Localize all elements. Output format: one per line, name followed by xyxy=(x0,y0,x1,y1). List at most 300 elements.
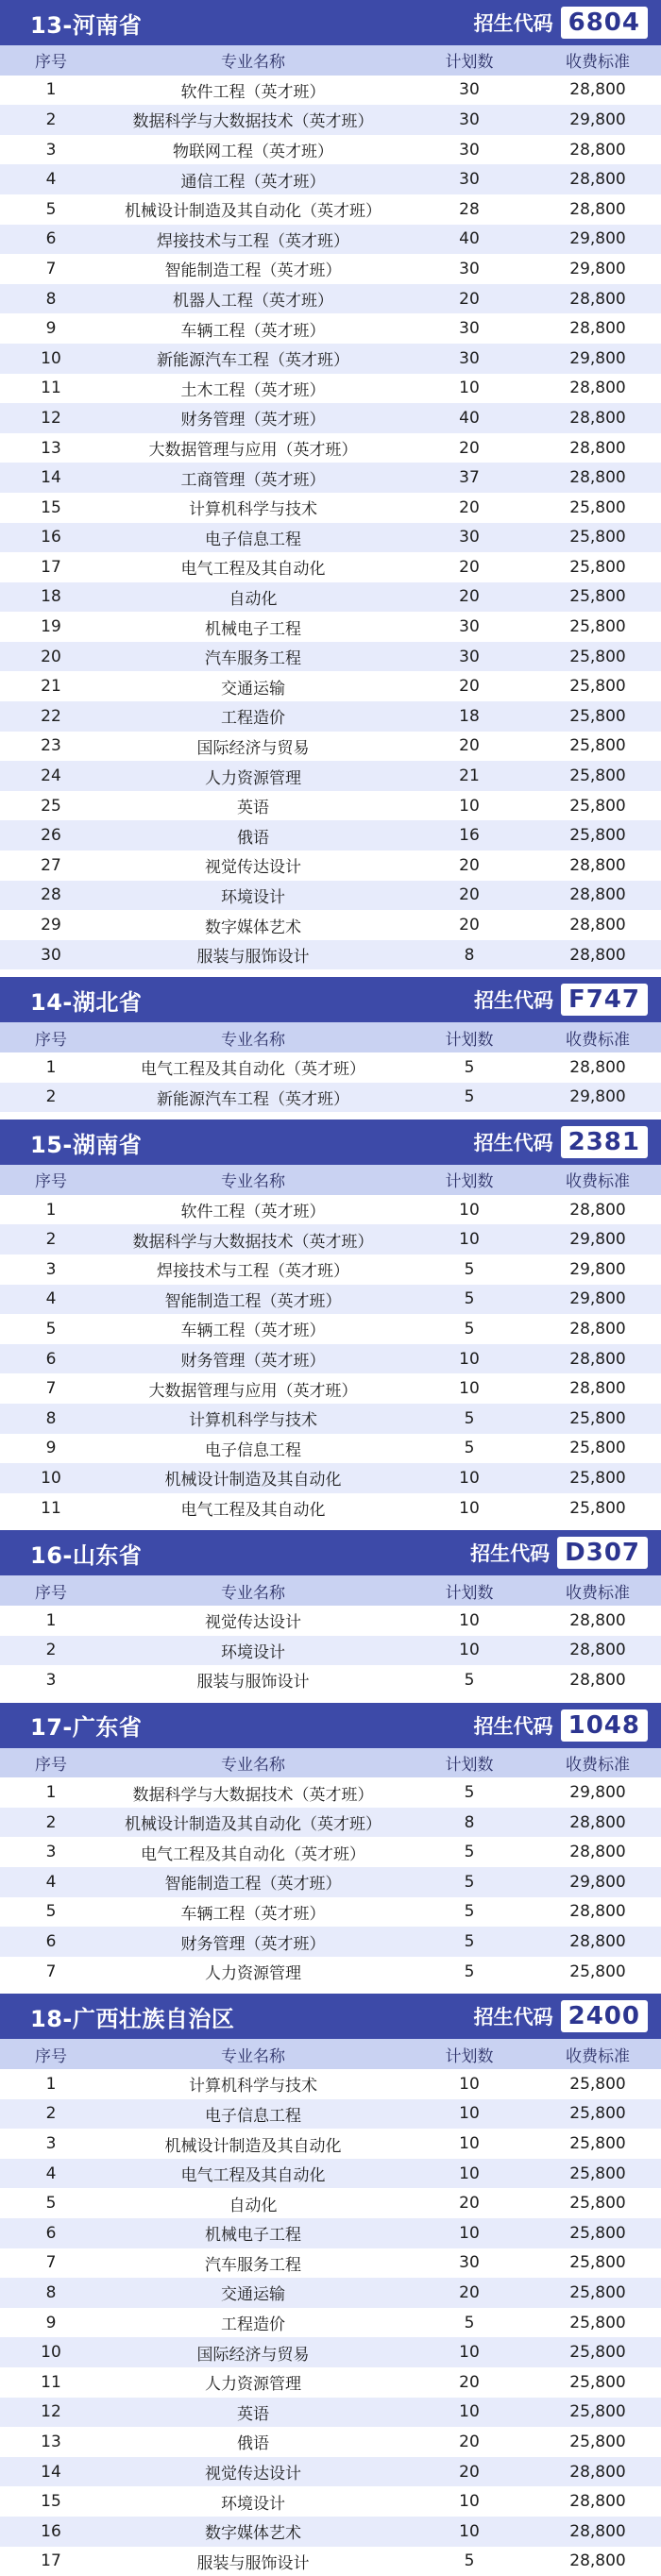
cell-fee: 25,800 xyxy=(569,528,626,547)
cell-major: 自动化 xyxy=(229,2196,278,2215)
cell-major: 通信工程（英才班） xyxy=(180,172,326,192)
cell-no: 25 xyxy=(41,796,61,816)
cell-plan: 20 xyxy=(459,736,480,756)
cell-no: 17 xyxy=(41,557,61,577)
section-header xyxy=(0,1994,661,2039)
cell-fee: 28,800 xyxy=(569,855,626,875)
cell-plan: 28 xyxy=(459,199,480,219)
cell-major: 财务管理（英才班） xyxy=(180,1934,326,1954)
cell-plan: 10 xyxy=(459,1230,480,1250)
cell-plan: 40 xyxy=(459,229,480,249)
column-header-no: 序号 xyxy=(35,2046,67,2066)
cell-major: 计算机科学与技术 xyxy=(189,1411,317,1431)
table-column-header xyxy=(0,2039,661,2069)
cell-fee: 29,800 xyxy=(569,1259,626,1279)
cell-major: 汽车服务工程 xyxy=(205,649,301,669)
cell-major: 数据科学与大数据技术（英才班） xyxy=(132,1785,374,1805)
cell-fee: 25,800 xyxy=(569,706,626,726)
cell-plan: 10 xyxy=(459,1641,480,1660)
cell-no: 1 xyxy=(45,80,57,100)
cell-no: 9 xyxy=(45,1439,57,1458)
cell-plan: 10 xyxy=(459,1200,480,1220)
table-row xyxy=(0,493,661,523)
cell-plan: 5 xyxy=(464,1408,475,1428)
cell-plan: 20 xyxy=(459,557,480,577)
province-title: 15-湖南省 xyxy=(30,1131,143,1158)
column-header-fee: 收费标准 xyxy=(566,53,630,73)
cell-no: 10 xyxy=(41,2343,61,2363)
table-row xyxy=(0,642,661,672)
table-row xyxy=(0,2547,661,2576)
table-row xyxy=(0,881,661,911)
cell-no: 7 xyxy=(45,1379,57,1399)
cell-fee: 28,800 xyxy=(569,2462,626,2482)
cell-fee: 25,800 xyxy=(569,1498,626,1518)
cell-plan: 5 xyxy=(464,1289,475,1309)
cell-fee: 25,800 xyxy=(569,617,626,637)
cell-fee: 28,800 xyxy=(569,468,626,488)
cell-plan: 30 xyxy=(459,140,480,160)
cell-major: 焊接技术与工程（英才班） xyxy=(157,231,349,251)
cell-plan: 5 xyxy=(464,1087,475,1107)
cell-no: 1 xyxy=(45,1783,57,1803)
cell-no: 6 xyxy=(45,1932,57,1952)
cell-major: 智能制造工程（英才班） xyxy=(164,1291,342,1311)
cell-major: 环境设计 xyxy=(221,2494,285,2514)
cell-major: 车辆工程（英才班） xyxy=(180,1322,326,1341)
cell-fee: 25,800 xyxy=(569,2343,626,2363)
cell-no: 2 xyxy=(45,1087,57,1107)
enrollment-code-value: 1048 xyxy=(561,1709,648,1742)
cell-major: 物联网工程（英才班） xyxy=(173,143,333,162)
cell-major: 自动化 xyxy=(229,589,278,609)
enrollment-code-value: 6804 xyxy=(561,7,648,39)
cell-plan: 21 xyxy=(459,766,480,786)
cell-fee: 28,800 xyxy=(569,1932,626,1952)
cell-plan: 30 xyxy=(459,348,480,368)
enrollment-code-label: 招生代码 xyxy=(473,1132,553,1155)
province-section xyxy=(0,1994,661,2576)
table-row xyxy=(0,1837,661,1867)
cell-no: 4 xyxy=(45,170,57,190)
cell-major: 英语 xyxy=(237,799,269,818)
cell-plan: 20 xyxy=(459,2194,480,2214)
cell-no: 3 xyxy=(45,140,57,160)
table-row xyxy=(0,761,661,791)
cell-fee: 28,800 xyxy=(569,1610,626,1630)
table-row xyxy=(0,105,661,135)
table-row xyxy=(0,1083,661,1113)
cell-major: 电气工程及其自动化 xyxy=(180,1501,326,1521)
cell-fee: 25,800 xyxy=(569,497,626,517)
cell-fee: 28,800 xyxy=(569,885,626,905)
cell-no: 18 xyxy=(41,587,61,607)
table-row xyxy=(0,225,661,255)
column-header-fee: 收费标准 xyxy=(566,2046,630,2066)
enrollment-code-label: 招生代码 xyxy=(473,2006,553,2029)
cell-fee: 28,800 xyxy=(569,80,626,100)
cell-fee: 28,800 xyxy=(569,1641,626,1660)
cell-plan: 10 xyxy=(459,2521,480,2541)
cell-plan: 8 xyxy=(464,945,475,965)
column-header-fee: 收费标准 xyxy=(566,1030,630,1050)
cell-plan: 20 xyxy=(459,2372,480,2392)
cell-plan: 20 xyxy=(459,2282,480,2302)
cell-fee: 28,800 xyxy=(569,2492,626,2512)
table-row xyxy=(0,2337,661,2367)
column-header-plan: 计划数 xyxy=(445,2046,494,2066)
table-row xyxy=(0,1434,661,1464)
cell-major: 人力资源管理 xyxy=(205,768,301,788)
cell-plan: 37 xyxy=(459,468,480,488)
cell-fee: 28,800 xyxy=(569,199,626,219)
cell-major: 机械设计制造及其自动化 xyxy=(164,2136,342,2156)
cell-plan: 10 xyxy=(459,2492,480,2512)
cell-major: 交通运输 xyxy=(221,2285,285,2305)
cell-major: 数字媒体艺术 xyxy=(205,918,301,937)
cell-major: 俄语 xyxy=(237,828,269,848)
table-row xyxy=(0,403,661,433)
province-section xyxy=(0,1703,661,1987)
table-row xyxy=(0,732,661,762)
table-row xyxy=(0,2218,661,2248)
cell-plan: 5 xyxy=(464,1319,475,1339)
cell-fee: 25,800 xyxy=(569,736,626,756)
cell-no: 5 xyxy=(45,199,57,219)
cell-plan: 10 xyxy=(459,796,480,816)
table-row xyxy=(0,463,661,493)
cell-major: 服装与服饰设计 xyxy=(196,1673,310,1692)
column-header-major: 专业名称 xyxy=(221,1030,285,1050)
cell-plan: 20 xyxy=(459,2462,480,2482)
cell-no: 11 xyxy=(41,1498,61,1518)
cell-fee: 29,800 xyxy=(569,229,626,249)
cell-no: 4 xyxy=(45,1872,57,1892)
column-header-fee: 收费标准 xyxy=(566,1755,630,1775)
cell-fee: 29,800 xyxy=(569,1872,626,1892)
cell-plan: 30 xyxy=(459,109,480,129)
cell-major: 电子信息工程 xyxy=(205,2106,301,2126)
cell-no: 8 xyxy=(45,1408,57,1428)
cell-plan: 10 xyxy=(459,2343,480,2363)
cell-fee: 28,800 xyxy=(569,379,626,398)
table-column-header xyxy=(0,1575,661,1606)
enrollment-code-label: 招生代码 xyxy=(470,1542,551,1566)
column-header-major: 专业名称 xyxy=(221,53,285,73)
cell-no: 3 xyxy=(45,1843,57,1862)
section-header xyxy=(0,1703,661,1748)
cell-fee: 29,800 xyxy=(569,348,626,368)
table-row xyxy=(0,2427,661,2457)
cell-plan: 30 xyxy=(459,528,480,547)
cell-major: 软件工程（英才班） xyxy=(180,1203,326,1222)
enrollment-code-value: 2381 xyxy=(561,1126,648,1158)
province-title: 13-河南省 xyxy=(30,11,143,39)
cell-plan: 40 xyxy=(459,408,480,428)
enrollment-code-label: 招生代码 xyxy=(473,989,553,1013)
table-column-header xyxy=(0,1165,661,1195)
cell-major: 电子信息工程 xyxy=(205,530,301,549)
cell-plan: 10 xyxy=(459,2074,480,2094)
table-row xyxy=(0,791,661,821)
table-row xyxy=(0,2188,661,2218)
cell-major: 计算机科学与技术 xyxy=(189,500,317,520)
column-header-no: 序号 xyxy=(35,1172,67,1192)
cell-no: 2 xyxy=(45,1641,57,1660)
cell-no: 1 xyxy=(45,1200,57,1220)
column-header-no: 序号 xyxy=(35,53,67,73)
cell-no: 7 xyxy=(45,1961,57,1981)
table-row xyxy=(0,194,661,225)
cell-major: 计算机科学与技术 xyxy=(189,2077,317,2096)
cell-plan: 30 xyxy=(459,647,480,666)
cell-fee: 28,800 xyxy=(569,2551,626,2571)
section-header xyxy=(0,0,661,45)
table-row xyxy=(0,2159,661,2189)
cell-plan: 10 xyxy=(459,2223,480,2243)
cell-plan: 30 xyxy=(459,2253,480,2273)
cell-plan: 5 xyxy=(464,1670,475,1690)
cell-no: 5 xyxy=(45,1902,57,1922)
cell-no: 13 xyxy=(41,438,61,458)
cell-major: 环境设计 xyxy=(221,887,285,907)
province-section xyxy=(0,0,661,969)
cell-fee: 28,800 xyxy=(569,1812,626,1832)
cell-plan: 30 xyxy=(459,617,480,637)
table-row xyxy=(0,2248,661,2279)
cell-no: 1 xyxy=(45,1057,57,1077)
enrollment-code xyxy=(470,1530,648,1575)
cell-plan: 20 xyxy=(459,497,480,517)
cell-no: 21 xyxy=(41,677,61,697)
cell-major: 机械电子工程 xyxy=(205,619,301,639)
cell-plan: 20 xyxy=(459,438,480,458)
cell-major: 视觉传达设计 xyxy=(205,858,301,878)
cell-no: 27 xyxy=(41,855,61,875)
cell-major: 机械电子工程 xyxy=(205,2226,301,2246)
column-header-no: 序号 xyxy=(35,1583,67,1603)
table-row xyxy=(0,671,661,701)
cell-major: 服装与服饰设计 xyxy=(196,948,310,968)
cell-fee: 25,800 xyxy=(569,2164,626,2183)
cell-fee: 28,800 xyxy=(569,170,626,190)
province-title: 16-山东省 xyxy=(30,1541,143,1569)
cell-fee: 25,800 xyxy=(569,647,626,666)
cell-fee: 25,800 xyxy=(569,2194,626,2214)
enrollment-code-value: F747 xyxy=(561,984,648,1016)
table-row xyxy=(0,1927,661,1957)
table-row xyxy=(0,2308,661,2338)
cell-fee: 25,800 xyxy=(569,796,626,816)
cell-plan: 16 xyxy=(459,826,480,846)
cell-fee: 25,800 xyxy=(569,2074,626,2094)
enrollment-code xyxy=(474,977,648,1022)
column-header-fee: 收费标准 xyxy=(566,1172,630,1192)
table-row xyxy=(0,135,661,165)
cell-major: 大数据管理与应用（英才班） xyxy=(148,441,358,461)
table-row xyxy=(0,254,661,284)
cell-no: 8 xyxy=(45,289,57,309)
cell-no: 10 xyxy=(41,348,61,368)
cell-fee: 25,800 xyxy=(569,2253,626,2273)
cell-no: 19 xyxy=(41,617,61,637)
table-column-header xyxy=(0,45,661,76)
cell-major: 机器人工程（英才班） xyxy=(173,292,333,311)
cell-major: 新能源汽车工程（英才班） xyxy=(157,1089,349,1109)
cell-fee: 28,800 xyxy=(569,289,626,309)
section-gap xyxy=(0,1112,661,1120)
cell-plan: 20 xyxy=(459,289,480,309)
cell-fee: 25,800 xyxy=(569,2313,626,2332)
cell-fee: 25,800 xyxy=(569,2223,626,2243)
table-row xyxy=(0,2398,661,2428)
enrollment-code xyxy=(474,1994,648,2039)
cell-no: 22 xyxy=(41,706,61,726)
cell-no: 10 xyxy=(41,1468,61,1488)
cell-plan: 30 xyxy=(459,319,480,339)
table-row xyxy=(0,76,661,106)
cell-plan: 10 xyxy=(459,2134,480,2154)
table-row xyxy=(0,1224,661,1254)
table-row xyxy=(0,2278,661,2308)
cell-no: 11 xyxy=(41,379,61,398)
cell-major: 车辆工程（英才班） xyxy=(180,321,326,341)
table-row xyxy=(0,2129,661,2159)
table-row xyxy=(0,940,661,970)
table-row xyxy=(0,1344,661,1374)
cell-plan: 18 xyxy=(459,706,480,726)
cell-no: 16 xyxy=(41,528,61,547)
cell-no: 20 xyxy=(41,647,61,666)
cell-no: 11 xyxy=(41,2372,61,2392)
cell-no: 12 xyxy=(41,2402,61,2422)
cell-major: 国际经济与贸易 xyxy=(196,738,310,758)
cell-fee: 28,800 xyxy=(569,408,626,428)
table-row xyxy=(0,374,661,404)
cell-major: 视觉传达设计 xyxy=(205,1613,301,1633)
column-header-major: 专业名称 xyxy=(221,2046,285,2066)
cell-no: 13 xyxy=(41,2432,61,2451)
cell-major: 数据科学与大数据技术（英才班） xyxy=(132,1232,374,1252)
cell-no: 6 xyxy=(45,1349,57,1369)
cell-no: 7 xyxy=(45,2253,57,2273)
column-header-major: 专业名称 xyxy=(221,1755,285,1775)
cell-no: 14 xyxy=(41,2462,61,2482)
table-row xyxy=(0,313,661,344)
column-header-fee: 收费标准 xyxy=(566,1583,630,1603)
cell-no: 17 xyxy=(41,2551,61,2571)
table-row xyxy=(0,820,661,850)
section-header xyxy=(0,1530,661,1575)
cell-major: 服装与服饰设计 xyxy=(196,2553,310,2573)
enrollment-code xyxy=(474,1703,648,1748)
cell-no: 9 xyxy=(45,2313,57,2332)
cell-plan: 20 xyxy=(459,885,480,905)
table-row xyxy=(0,433,661,463)
cell-no: 7 xyxy=(45,259,57,278)
province-section xyxy=(0,977,661,1112)
cell-major: 视觉传达设计 xyxy=(205,2465,301,2484)
cell-no: 29 xyxy=(41,916,61,935)
cell-major: 智能制造工程（英才班） xyxy=(164,1875,342,1894)
cell-fee: 25,800 xyxy=(569,1439,626,1458)
table-row xyxy=(0,2367,661,2398)
cell-no: 4 xyxy=(45,2164,57,2183)
cell-no: 5 xyxy=(45,2194,57,2214)
cell-fee: 28,800 xyxy=(569,1200,626,1220)
table-row xyxy=(0,612,661,642)
table-row xyxy=(0,1052,661,1083)
column-header-plan: 计划数 xyxy=(445,1172,494,1192)
cell-no: 23 xyxy=(41,736,61,756)
cell-fee: 29,800 xyxy=(569,1783,626,1803)
cell-no: 26 xyxy=(41,826,61,846)
cell-plan: 20 xyxy=(459,2432,480,2451)
cell-no: 2 xyxy=(45,1230,57,1250)
cell-plan: 20 xyxy=(459,677,480,697)
cell-plan: 5 xyxy=(464,1439,475,1458)
table-row xyxy=(0,2517,661,2547)
cell-fee: 25,800 xyxy=(569,677,626,697)
table-row xyxy=(0,1254,661,1285)
cell-fee: 28,800 xyxy=(569,140,626,160)
cell-fee: 28,800 xyxy=(569,1843,626,1862)
cell-no: 3 xyxy=(45,1670,57,1690)
column-header-major: 专业名称 xyxy=(221,1583,285,1603)
section-gap xyxy=(0,1986,661,1994)
table-row xyxy=(0,910,661,940)
section-gap xyxy=(0,1695,661,1703)
column-header-plan: 计划数 xyxy=(445,1755,494,1775)
cell-fee: 28,800 xyxy=(569,438,626,458)
cell-fee: 28,800 xyxy=(569,1670,626,1690)
cell-fee: 25,800 xyxy=(569,1468,626,1488)
table-row xyxy=(0,1606,661,1636)
province-section xyxy=(0,1120,661,1523)
cell-fee: 25,800 xyxy=(569,1961,626,1981)
enrollment-code-value: 2400 xyxy=(561,2000,648,2032)
cell-fee: 29,800 xyxy=(569,259,626,278)
cell-no: 16 xyxy=(41,2521,61,2541)
cell-fee: 28,800 xyxy=(569,2521,626,2541)
province-section xyxy=(0,1530,661,1694)
cell-plan: 5 xyxy=(464,2551,475,2571)
cell-no: 15 xyxy=(41,497,61,517)
column-header-no: 序号 xyxy=(35,1755,67,1775)
cell-fee: 25,800 xyxy=(569,2134,626,2154)
cell-no: 14 xyxy=(41,468,61,488)
cell-no: 2 xyxy=(45,109,57,129)
cell-no: 6 xyxy=(45,229,57,249)
table-row xyxy=(0,2099,661,2130)
cell-plan: 5 xyxy=(464,1843,475,1862)
table-row xyxy=(0,1404,661,1434)
cell-plan: 30 xyxy=(459,80,480,100)
cell-fee: 25,800 xyxy=(569,1408,626,1428)
cell-fee: 28,800 xyxy=(569,319,626,339)
cell-plan: 10 xyxy=(459,2164,480,2183)
cell-fee: 28,800 xyxy=(569,1902,626,1922)
cell-fee: 25,800 xyxy=(569,2432,626,2451)
table-row xyxy=(0,1285,661,1315)
column-header-plan: 计划数 xyxy=(445,1030,494,1050)
cell-fee: 25,800 xyxy=(569,2402,626,2422)
cell-major: 工程造价 xyxy=(221,2315,285,2335)
table-row xyxy=(0,344,661,374)
cell-fee: 25,800 xyxy=(569,587,626,607)
cell-major: 大数据管理与应用（英才班） xyxy=(148,1381,358,1401)
cell-major: 交通运输 xyxy=(221,679,285,699)
